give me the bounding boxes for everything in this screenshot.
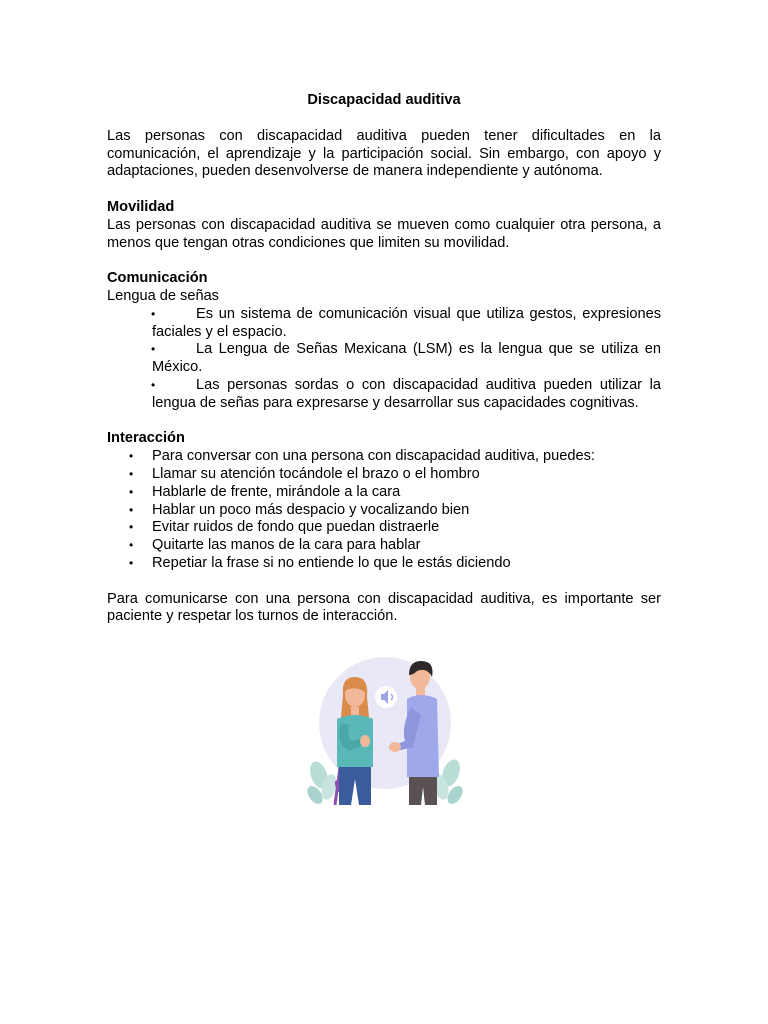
document-title: Discapacidad auditiva (307, 92, 461, 108)
comunicacion-list (107, 306, 661, 413)
bullet-icon: • (129, 520, 134, 535)
list-item-text: Para conversar con una persona con discapacidad auditiva, puedes: (152, 448, 595, 465)
list-item-text: Las personas sordas o con discapacidad auditiva pueden utilizar la lengua de señas para expresarse y desarrollar sus capacidades cognitivas. (152, 376, 661, 411)
list-item (129, 519, 661, 537)
list-item (129, 554, 661, 573)
section-heading-movilidad: Movilidad (107, 198, 175, 215)
list-item-text: Hablarle de frente, mirándole a la cara (152, 483, 401, 500)
bullet-icon: • (151, 306, 156, 321)
bullet-icon: • (151, 342, 156, 357)
intro-paragraph: Las personas con discapacidad auditiva pueden tener dificultades en la comunicación, el aprendizaje y la participación social. Sin embargo, con apoyo y adaptaciones, pueden desenvolverse de manera independiente y autónoma. (107, 127, 661, 180)
document-page (107, 92, 661, 626)
list-item (129, 448, 661, 466)
interaccion-list (107, 448, 661, 573)
spacer (107, 573, 661, 591)
list-item (152, 306, 661, 342)
list-item-text: Hablar un poco más despacio y vocalizando bien (152, 501, 470, 518)
list-item (129, 537, 661, 555)
list-item (152, 377, 661, 413)
spacer (107, 181, 661, 199)
subheading-lengua-de-senas: Lengua de señas (107, 287, 219, 304)
bullet-icon: • (129, 538, 134, 553)
bullet-icon: • (129, 502, 134, 517)
speaker-bubble-icon (375, 686, 397, 708)
bullet-icon: • (129, 484, 134, 499)
list-item (129, 501, 661, 520)
list-item-text: Evitar ruidos de fondo que puedan distraerle (152, 519, 440, 536)
spacer (107, 252, 661, 270)
list-item (129, 483, 661, 502)
section-heading-interaccion: Interacción (107, 430, 185, 447)
section-heading-comunicacion: Comunicación (107, 270, 208, 287)
movilidad-paragraph: Las personas con discapacidad auditiva se mueven como cualquier otra persona, a menos que tengan otras condiciones que limiten su movilidad. (107, 216, 661, 251)
spacer (107, 413, 661, 431)
list-item (129, 465, 661, 484)
closing-paragraph: Para comunicarse con una persona con discapacidad auditiva, es importante ser paciente y respetar los turnos de interacción. (107, 590, 661, 625)
list-item-text: Quitarte las manos de la cara para hablar (152, 537, 421, 554)
bullet-icon: • (151, 377, 156, 392)
list-item (152, 341, 661, 377)
two-people-conversation-illustration (305, 655, 465, 807)
bullet-icon: • (129, 555, 134, 570)
list-item-text: Llamar su atención tocándole el brazo o el hombro (152, 465, 480, 482)
list-item-text: La Lengua de Señas Mexicana (LSM) es la lengua que se utiliza en México. (152, 341, 661, 376)
bullet-icon: • (129, 449, 134, 464)
list-item-text: Repetiar la frase si no entiende lo que le estás diciendo (152, 554, 511, 571)
bullet-icon: • (129, 466, 134, 481)
list-item-text: Es un sistema de comunicación visual que utiliza gestos, expresiones faciales y el espacio. (152, 305, 661, 340)
